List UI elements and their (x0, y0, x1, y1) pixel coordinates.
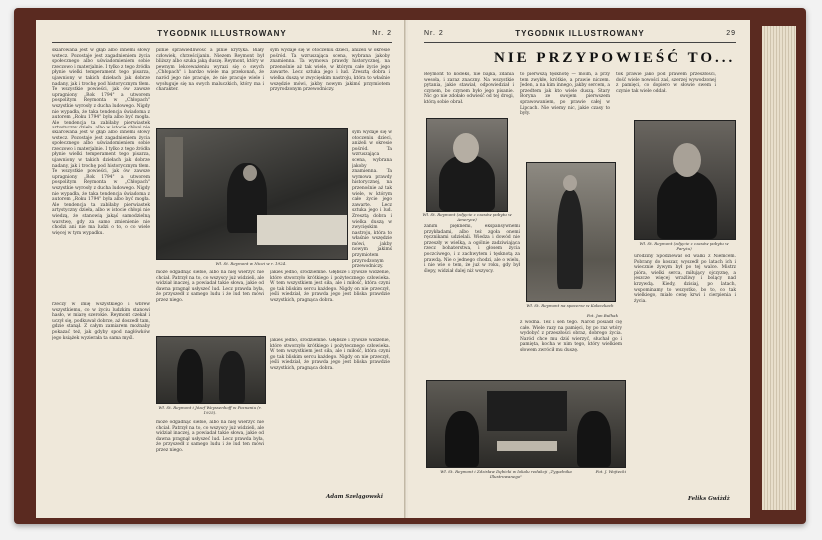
left-col2-bottom-text: może odgadnąć siebie, albo na niej wierzyć nie chciał. Patrzył na to, co wszyscy już widzieli, ale widział inaczej, a powiadał takie słowa, jakie od dawna pragnął usłyszeć lud. Lecz prawda była, że przyszedł z samego ludu i że lud ten mówi przez niego. (156, 420, 264, 453)
walking-figure (557, 189, 583, 289)
book-cover (14, 8, 806, 524)
walking-face (563, 175, 577, 191)
left-col3-top-text: sym wydaje się w otoczeniu dzieci, aniżeli w okresie pośród. Ta wzruszająca scena, wybrana jakoby znamienna. Ta wymowa prawdy historycznej, na przenośnie aż tak wiele, w którym całe życie jego zawarte. Lecz sztuka jego i lud. Zresztą dobra i wielka duszą w zwycięskim nastroju, która to właśnie wszędzie mówi, jakby nowym jakimś przymiotem przyrodzonym przewodniczy. (270, 48, 390, 93)
left-col1-lower-text: rzeczy w imię wszystkiego i wbrew wszystkiemu, co w życiu ludzkim stanowi hasło, w miarę szerokie. Reymont czekał i uczył się, podkuwał dobrze, aż doszedł tam, gdzie stanął. Z całym zamiarem możnaby pokazać też, jak gdyby spod nagłówków jego książek wyzierała ta sama myśl. (52, 302, 150, 341)
bookshelf (487, 391, 567, 431)
right-header-page-number: 29 (726, 30, 736, 37)
table (257, 215, 347, 245)
left-col2-top-text: pilnie sprawiedliwość a plnie krytyka. Biały człowiek, chrześcijanin. Niezem Reymont był bliższy albo szuka jaką duszę. Reymont, który w pewnym lekceważeniu wyrazi się o swych „Chłopach" i bardzo wiele ma przekonań, że naród jego nie pracuje, że nie pracuje wiele i wysługuje się na swych maluczkich, który ma i charakter. (156, 48, 264, 93)
figure-left (177, 349, 203, 403)
left-col1-top-text: skiarowana jest w głąb albo innemi słowy wstecz. Pozostaje jest zagadnieniem życia społecznego albo uświadomieniem sobie rzeczowo i materjalnie. I tylko z tego źródła płynie wielki temperament tego pisarza, ujawniony w takich dziełach jak dobrze nadany, jak i trochę pod historycznym tłem. Te wszystkie powieści, jak ów zawsze upragniony „Rok 1794" a utworem pospolitym Reymonta w „Chłopach" wszystkie wyrosły z ducha ludowego. Nigdy nie wypadła, że taka tendencja świadoma z autorem „Roku 1794" była albo być mogła. Ale tendencja ta zabiłaby pierwiastek (52, 48, 150, 126)
right-col2-mid-text: z wodna. Też i sen tego. Naród posiadł cię całe. Wiele razy na pamięci, by po raz wtóry wydobyć z przeszłości obraz, dobrego życia. Naród chce mu dziś wierzyć, słuchał go i pamięta, kocha w nim tego, który wielkiem słowem zwrócił mu duszę. (520, 320, 622, 353)
right-page-header (424, 28, 736, 43)
photo-reymont-walk (526, 162, 616, 302)
desk (497, 441, 557, 451)
right-col3-text: urodziny Spodziewał od walki z Niemcem. Pobrany do koszar, wyszedł po latach ich i wiecznie żywym był po tej walce. Mistrz pióra, wielki serca, miłujący ojczyznę, a jeszcze więcej wrażliwy i bolący nad krzywdą. Kiedy, dzisiaj, po latach, wspominamy to wszystko, bo to, co tak wielkiego, miało cenę krwi i cierpienia i życia. (634, 254, 736, 304)
right-col1-mid-text: zanim pięknemi, ekspansywnemi przykładami, albo też zgoła onemi ręcznikami udzielali. Wiedza i dowód nie przeszły w wielką, a ogólnie zadziwiająca rzecz bohaterstwa, i głosem życia poczciwego, i z zachwytem i tęsknotą za prawdą. Nie o jednego chodzi, ale o wielu, i nie wie o tem, że już w roku, gdy był ślepy, widział dalej niż wszyscy. (424, 224, 520, 274)
photo-reymont-debicki (426, 380, 626, 468)
photo-reymont-nice (156, 128, 348, 260)
photo-reymont-america-caption: Wł. St. Reymont (zdjęcie z czasów pobytu w Ameryce) (422, 212, 512, 222)
right-page (408, 20, 750, 518)
right-signature: Feliks Gwiżdż (688, 496, 730, 502)
left-header-title: TYGODNIK ILLUSTROWANY (157, 29, 287, 38)
left-col3-lower-text: jakieś jedno, śródziemne. Głębsze i żywsze widzenie, które stworzyło krótkiego i pożytecznego człowieka. W tem wszystkiem jest siła, ale i miłość, która czyni go tak bliskim sercu każdego. Nigdy on nie przeczył, jeśli wiedział, że prawda jego jest bliska prawdzie wszystkich, pragnąca dobra. (270, 270, 390, 303)
left-col3-bottom-text: jakieś jedno, śródziemne. Głębsze i żywsze widzenie, które stworzyło krótkiego i pożytecznego człowieka. W tem wszystkiem jest siła, ale i miłość, która czyni go tak bliskim sercu każdego. Nigdy on nie przeczył, jeśli wiedział, że prawda jego jest bliska prawdzie wszystkich, pragnąca dobra. (270, 338, 390, 371)
right-col2-top-text: to pierwszą tęsknotę — moim, a przy tem zwykłe, krótkie, a prawie niczem. Jeden, a na kim innego, jakby sercem, a przedtem jak kto wiele duszą. Stary Boryna ze swojem pierwszem sprawowaniem, po prawie całej w Lipcach. Nie wiemy nic, jakie czasy to były. (520, 72, 610, 116)
photo-reymont-america (426, 118, 508, 212)
left-page (36, 20, 407, 518)
left-page-header (52, 28, 392, 43)
portrait-face (453, 133, 479, 163)
portrait-body (439, 155, 495, 211)
seated-figure-left (445, 411, 479, 467)
article-title: NIE PRZYPOWIEŚĆ TO... (494, 50, 736, 66)
right-header-title: TYGODNIK ILLUSTROWANY (515, 29, 645, 38)
seated-figure-right (577, 411, 611, 467)
photo-reymont-paris (634, 120, 736, 240)
paris-face (673, 143, 701, 177)
photo-reymont-weyssenhoff-caption: Wł. St. Reymont i Józef Weyssenhoff w Poznaniu (r. 1925). (158, 405, 262, 415)
left-header-issue: Nr. 2 (372, 30, 392, 37)
left-col2-lower-text: może odgadnąć siebie, albo na niej wierzyć nie chciał. Patrzył na to, co wszyscy już widzieli, ale widział inaczej, a powiadał takie słowa, jakie od dawna pragnął usłyszeć lud. Lecz prawda była, że przyszedł z samego ludu i że lud ten mówi przez niego. (156, 270, 264, 303)
left-col1-narrow-text: skiarowana jest w głąb albo innemi słowy wstecz. Pozostaje jest zagadnieniem życia społecznego albo uświadomieniem sobie rzeczowo i materjalnie. I tylko z tego źródła płynie wielki temperament tego pisarza, ujawniony w takich dziełach jak dobrze nadany, jak i trochę pod historycznym tłem. Te wszystkie powieści, jak ów zawsze upragniony „Rok 1794" a utworem pospolitym Reymonta w „Chłopach" wszystkie wyrosły z ducha ludowego. Nigdy nie wypadła, że taka tendencja świadoma z autorem „Roku 1794" była albo być mogła. Ale tendencja ta zabiłaby pierwiastek artystyczny dzieła, albo w istocie chłopi nie wiedzą, że stanowią jakąś samodzielną warstwę, gdy za samo zmienienie nie chodzi ani nie ma ludzi o to, o co wiele więcej w tym wypadku. (52, 130, 150, 236)
photo-reymont-debicki-credit: Fot. J. Wojtecki (595, 469, 626, 474)
figure-right (219, 351, 245, 403)
window (165, 137, 183, 197)
photo-reymont-paris-caption: Wł. St. Reymont (zdjęcie z czasów pobytu w Paryżu) (639, 241, 729, 251)
photo-reymont-nice-caption: Wł. St. Reymont w Nicei w r. 1924. (215, 261, 287, 266)
photo-reymont-walk-credit: Fot. Jan Bułhak (586, 313, 618, 318)
paris-body (657, 171, 717, 239)
page-edges (762, 26, 796, 510)
right-header-issue: Nr. 2 (424, 30, 444, 37)
right-col3-top-text: tok prawie jako pod prawem przeszłości, dość wiele nowości zaś, szerzej wywodzonej z pamięci, co dopiero w słowie swem i czynie tak wiele oddał. (616, 72, 716, 94)
photo-reymont-walk-caption: Wł. St. Reymont na spacerze w Kołaczkach (526, 303, 614, 308)
left-col3-narrow-text: sym wydaje się w otoczeniu dzieci, aniżeli w okresie pośród. Ta wzruszająca scena, wybrana jakoby znamienna. Ta wymowa prawdy historycznej, na przenośnie aż tak wiele, w którym całe życie jego zawarte. Lecz sztuka jego i lud. Zresztą dobra i wielka duszą w zwycięskim nastroju, która to właśnie wszędzie mówi, jakby nowym jakimś przymiotem przyrodzonym przewodniczy. (352, 130, 392, 270)
photo-reymont-weyssenhoff (156, 336, 266, 404)
face (243, 165, 257, 181)
left-signature: Adam Szelągowski (326, 494, 383, 500)
photo-reymont-debicki-caption: Wł. St. Reymont i Zdzisław Dębicki w lokalu redakcji „Tygodnika Illustrowanego" (440, 469, 572, 479)
right-col1-top-text: Reymont to kodeks, nie bajka, zdania wesoła, i zaraz znaczny. Na wszystkie pytania, jakie stawiał, odpowiedział i czynem, bo czynem było jego pisanie. Nic go nie zdołało odwieść od tej drogi, którą sobie obrał. (424, 72, 514, 105)
